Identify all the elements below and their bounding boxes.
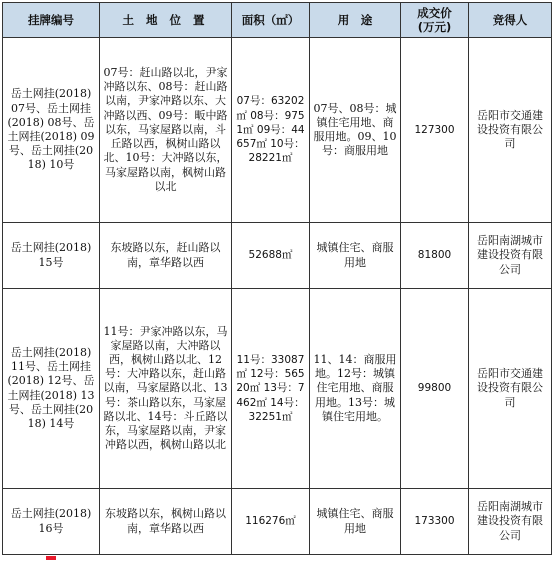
cell-location: 东坡路以东，赶山路以南，章华路以西 [100, 223, 232, 289]
cell-code: 岳土网挂(2018) 16号 [3, 489, 100, 555]
cell-area: 116276㎡ [232, 489, 310, 555]
red-mark [46, 556, 56, 560]
cell-price: 99800 [401, 289, 469, 489]
header-price: 成交价 (万元) [401, 3, 469, 38]
table-row [3, 38, 552, 223]
table-row [3, 223, 552, 289]
cell-winner: 岳阳南湖城市建设投资有限公司 [469, 223, 552, 289]
header-code: 挂牌编号 [3, 3, 100, 38]
table-row [3, 289, 552, 489]
cell-price: 173300 [401, 489, 469, 555]
cell-area: 11号：33087㎡ 12号：56520㎡ 13号：7462㎡ 14号：32251㎡ [232, 289, 310, 489]
cell-winner: 岳阳市交通建设投资有限公司 [469, 38, 552, 223]
cell-location: 07号：赶山路以北，尹家冲路以东、08号：赶山路以南，尹家冲路以东、大冲路以西、09号：畈中路以东，马家屋路以南，斗丘路以西，枫树山路以北、10号：大冲路以东，马家屋路以南，枫树山路以北 [100, 38, 232, 223]
cell-usage: 11、14：商服用地。12号：城镇住宅用地、商服用地。13号：城镇住宅用地。 [310, 289, 401, 489]
cell-area: 07号：63202㎡ 08号：9751㎡ 09号：44657㎡ 10号：28221㎡ [232, 38, 310, 223]
cell-code: 岳土网挂(2018) 15号 [3, 223, 100, 289]
cell-winner: 岳阳南湖城市建设投资有限公司 [469, 489, 552, 555]
header-location: 土 地 位 置 [100, 3, 232, 38]
header-usage: 用 途 [310, 3, 401, 38]
cell-location: 东坡路以东，枫树山路以南，章华路以西 [100, 489, 232, 555]
cell-winner: 岳阳市交通建设投资有限公司 [469, 289, 552, 489]
cell-price: 127300 [401, 38, 469, 223]
cell-location: 11号：尹家冲路以东，马家屋路以南，大冲路以西，枫树山路以北、12号：大冲路以东，赶山路以南，马家屋路以北、13号：茶山路以东，马家屋路以北、14号：斗丘路以东，马家屋路以南，尹家冲路以西，枫树山路以北 [100, 289, 232, 489]
cell-code: 岳土网挂(2018) 07号、岳土网挂(2018) 08号、岳土网挂(2018) 09号、岳土网挂(2018) 10号 [3, 38, 100, 223]
table-row [3, 489, 552, 555]
cell-price: 81800 [401, 223, 469, 289]
header-row [3, 3, 552, 38]
cell-usage: 城镇住宅、商服用地 [310, 489, 401, 555]
header-winner: 竞得人 [469, 3, 552, 38]
land-transaction-table [2, 2, 552, 555]
header-area: 面积（㎡） [232, 3, 310, 38]
cell-usage: 07号、08号：城镇住宅用地、商服用地。09、10号：商服用地 [310, 38, 401, 223]
cell-usage: 城镇住宅、商服用地 [310, 223, 401, 289]
cell-code: 岳土网挂(2018) 11号、岳土网挂(2018) 12号、岳土网挂(2018) 13号、岳土网挂(2018) 14号 [3, 289, 100, 489]
cell-area: 52688㎡ [232, 223, 310, 289]
